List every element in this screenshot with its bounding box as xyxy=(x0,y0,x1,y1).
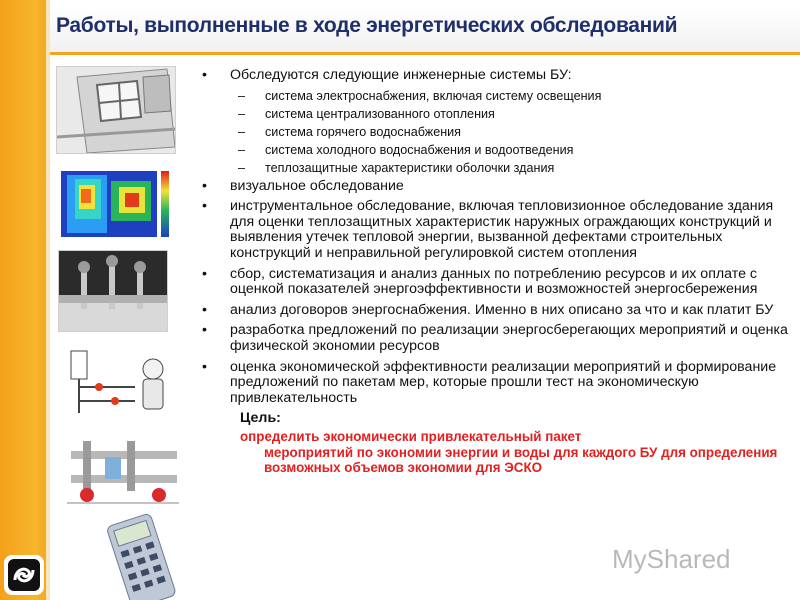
pump-station-image xyxy=(66,426,180,506)
sub-item: – система централизованного отопления xyxy=(198,107,788,121)
bullet-item: • анализ договоров энергоснабжения. Именно в них описано за что и как платит БУ xyxy=(198,303,788,319)
bullet-list xyxy=(198,68,788,476)
bullet-item: • оценка экономической эффективности реализации мероприятий и формирование предложений по пакетам мер, которые прошли тест на экономическую привлекательность xyxy=(198,360,788,407)
sub-item: – система электроснабжения, включая систему освещения xyxy=(198,89,788,103)
building-facade-image xyxy=(56,66,176,154)
sub-item: – система горячего водоснабжения xyxy=(198,125,788,139)
thermal-image xyxy=(60,164,176,238)
left-accent-bar xyxy=(0,0,50,600)
bullet-item: • сбор, систематизация и анализ данных по потреблению ресурсов и их оплате с оценкой показателей энергоэффективности и возможностей энергосбережения xyxy=(198,267,788,298)
meter-sketch-image xyxy=(64,346,174,416)
goal-text xyxy=(198,429,788,476)
goal-label: Цель: xyxy=(240,410,281,427)
left-bar-stripe xyxy=(46,0,50,600)
title-underline xyxy=(50,52,800,55)
page-title: Работы, выполненные в ходе энергетических обследований xyxy=(56,14,678,37)
bullet-item: • визуальное обследование xyxy=(198,179,788,195)
bullet-item: • инструментальное обследование, включая тепловизионное обследование здания для оценки теплозащитных характеристик наружных ограждающих конструкций и выявления утечек тепловой энергии, вызванной дефектами строительных конструкций и неправильной регулировкой систем отопления xyxy=(198,199,788,261)
calculator-image xyxy=(100,510,182,600)
bullet-item: • разработка предложений по реализации энергосберегающих мероприятий и оценка физической экономии ресурсов xyxy=(198,323,788,354)
bullet-item: • Обследуются следующие инженерные системы БУ: xyxy=(198,68,788,84)
sub-item: – теплозащитные характеристики оболочки здания xyxy=(198,161,788,175)
sub-item: – система холодного водоснабжения и водоотведения xyxy=(198,143,788,157)
goal-line-2: мероприятий по экономии энергии и воды для каждого БУ для определения возможных объемов экономии для ЭСКО xyxy=(264,444,778,476)
goal-line-1: определить экономически привлекательный пакет xyxy=(240,428,582,444)
company-logo-icon xyxy=(4,555,44,595)
equipment-photo xyxy=(58,250,168,332)
watermark: MyShared xyxy=(612,544,731,574)
